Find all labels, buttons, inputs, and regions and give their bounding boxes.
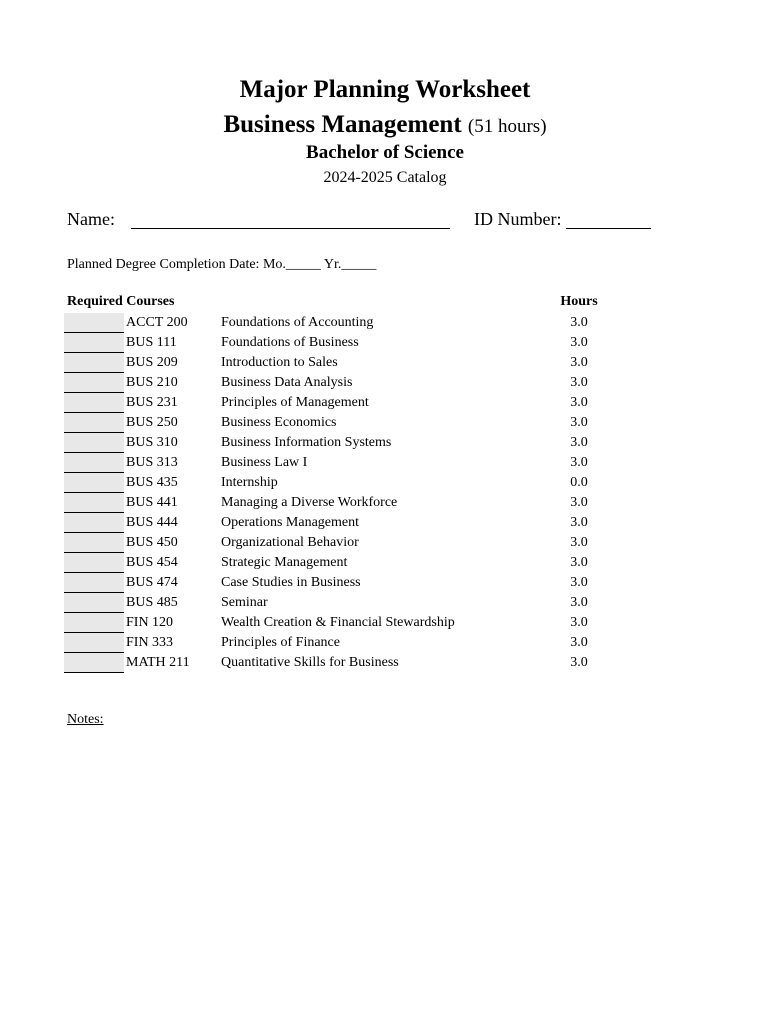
- completion-checkbox-field[interactable]: [64, 593, 124, 613]
- course-hours: 3.0: [570, 435, 588, 450]
- table-row: [0, 513, 770, 533]
- degree-name: Bachelor of Science: [306, 142, 464, 163]
- completion-checkbox-field[interactable]: [64, 313, 124, 333]
- course-title: Principles of Finance: [221, 635, 340, 650]
- table-row: [0, 533, 770, 553]
- id-number-field[interactable]: [566, 228, 651, 229]
- completion-checkbox-field[interactable]: [64, 373, 124, 393]
- course-title: Business Information Systems: [221, 435, 392, 450]
- hours-heading: Hours: [560, 294, 598, 309]
- completion-checkbox-field[interactable]: [64, 433, 124, 453]
- course-hours: 3.0: [570, 635, 588, 650]
- course-code: BUS 250: [126, 415, 178, 430]
- course-hours: 3.0: [570, 375, 588, 390]
- course-hours: 0.0: [570, 475, 588, 490]
- course-title: Quantitative Skills for Business: [221, 655, 399, 670]
- completion-checkbox-field[interactable]: [64, 573, 124, 593]
- course-hours: 3.0: [570, 535, 588, 550]
- course-title: Seminar: [221, 595, 268, 610]
- course-code: BUS 435: [126, 475, 178, 490]
- course-hours: 3.0: [570, 395, 588, 410]
- course-hours: 3.0: [570, 495, 588, 510]
- table-row: [0, 593, 770, 613]
- completion-checkbox-field[interactable]: [64, 413, 124, 433]
- course-hours: 3.0: [570, 455, 588, 470]
- completion-checkbox-field[interactable]: [64, 653, 124, 673]
- course-code: BUS 310: [126, 435, 178, 450]
- course-title: Business Law I: [221, 455, 308, 470]
- table-row: [0, 553, 770, 573]
- course-list: [0, 313, 770, 673]
- completion-checkbox-field[interactable]: [64, 473, 124, 493]
- course-title: Internship: [221, 475, 278, 490]
- course-title: Strategic Management: [221, 555, 348, 570]
- course-hours: 3.0: [570, 355, 588, 370]
- table-row: [0, 433, 770, 453]
- course-code: BUS 450: [126, 535, 178, 550]
- course-hours: 3.0: [570, 595, 588, 610]
- table-row: [0, 393, 770, 413]
- course-title: Case Studies in Business: [221, 575, 361, 590]
- course-title: Organizational Behavior: [221, 535, 359, 550]
- name-field[interactable]: [131, 228, 450, 229]
- course-code: BUS 485: [126, 595, 178, 610]
- course-title: Introduction to Sales: [221, 355, 338, 370]
- course-code: FIN 333: [126, 635, 174, 650]
- course-hours: 3.0: [570, 415, 588, 430]
- course-code: BUS 454: [126, 555, 178, 570]
- completion-checkbox-field[interactable]: [64, 613, 124, 633]
- completion-checkbox-field[interactable]: [64, 353, 124, 373]
- course-title: Business Data Analysis: [221, 375, 353, 390]
- completion-checkbox-field[interactable]: [64, 393, 124, 413]
- completion-checkbox-field[interactable]: [64, 553, 124, 573]
- table-row: [0, 493, 770, 513]
- course-title: Operations Management: [221, 515, 360, 530]
- table-row: [0, 353, 770, 373]
- course-code: BUS 209: [126, 355, 178, 370]
- course-code: FIN 120: [126, 615, 174, 630]
- course-title: Foundations of Business: [221, 335, 359, 350]
- notes-label: Notes:: [67, 712, 104, 727]
- course-title: Business Economics: [221, 415, 337, 430]
- catalog-year: 2024-2025 Catalog: [323, 169, 447, 186]
- table-row: [0, 333, 770, 353]
- major-name: Business Management: [223, 111, 462, 138]
- course-code: BUS 474: [126, 575, 178, 590]
- course-title: Foundations of Accounting: [221, 315, 374, 330]
- table-row: [0, 573, 770, 593]
- course-code: BUS 441: [126, 495, 178, 510]
- table-row: [0, 613, 770, 633]
- worksheet-title: Major Planning Worksheet: [239, 76, 531, 103]
- required-courses-heading: Required Courses: [67, 294, 175, 309]
- course-hours: 3.0: [570, 335, 588, 350]
- course-code: MATH 211: [126, 655, 190, 670]
- table-row: [0, 633, 770, 653]
- completion-checkbox-field[interactable]: [64, 493, 124, 513]
- table-row: [0, 373, 770, 393]
- planned-completion-date: Planned Degree Completion Date: Mo._____ Yr._____: [67, 257, 377, 272]
- course-title: Managing a Diverse Workforce: [221, 495, 398, 510]
- table-row: [0, 313, 770, 333]
- course-code: BUS 313: [126, 455, 178, 470]
- id-number-label: ID Number:: [474, 209, 562, 229]
- major-line: [0, 110, 770, 142]
- course-hours: 3.0: [570, 555, 588, 570]
- completion-checkbox-field[interactable]: [64, 633, 124, 653]
- table-row: [0, 413, 770, 433]
- completion-checkbox-field[interactable]: [64, 513, 124, 533]
- course-code: BUS 444: [126, 515, 178, 530]
- course-hours: 3.0: [570, 575, 588, 590]
- course-hours: 3.0: [570, 615, 588, 630]
- completion-checkbox-field[interactable]: [64, 453, 124, 473]
- table-row: [0, 453, 770, 473]
- course-title: Principles of Management: [221, 395, 369, 410]
- completion-checkbox-field[interactable]: [64, 533, 124, 553]
- completion-checkbox-field[interactable]: [64, 333, 124, 353]
- table-row: [0, 653, 770, 673]
- course-title: Wealth Creation & Financial Stewardship: [221, 615, 455, 630]
- table-row: [0, 473, 770, 493]
- course-code: BUS 111: [126, 335, 177, 350]
- course-hours: 3.0: [570, 315, 588, 330]
- major-hours-note: (51 hours): [467, 116, 547, 137]
- course-code: BUS 231: [126, 395, 178, 410]
- course-code: BUS 210: [126, 375, 178, 390]
- course-hours: 3.0: [570, 515, 588, 530]
- course-code: ACCT 200: [126, 315, 188, 330]
- name-label: Name:: [67, 209, 115, 229]
- course-hours: 3.0: [570, 655, 588, 670]
